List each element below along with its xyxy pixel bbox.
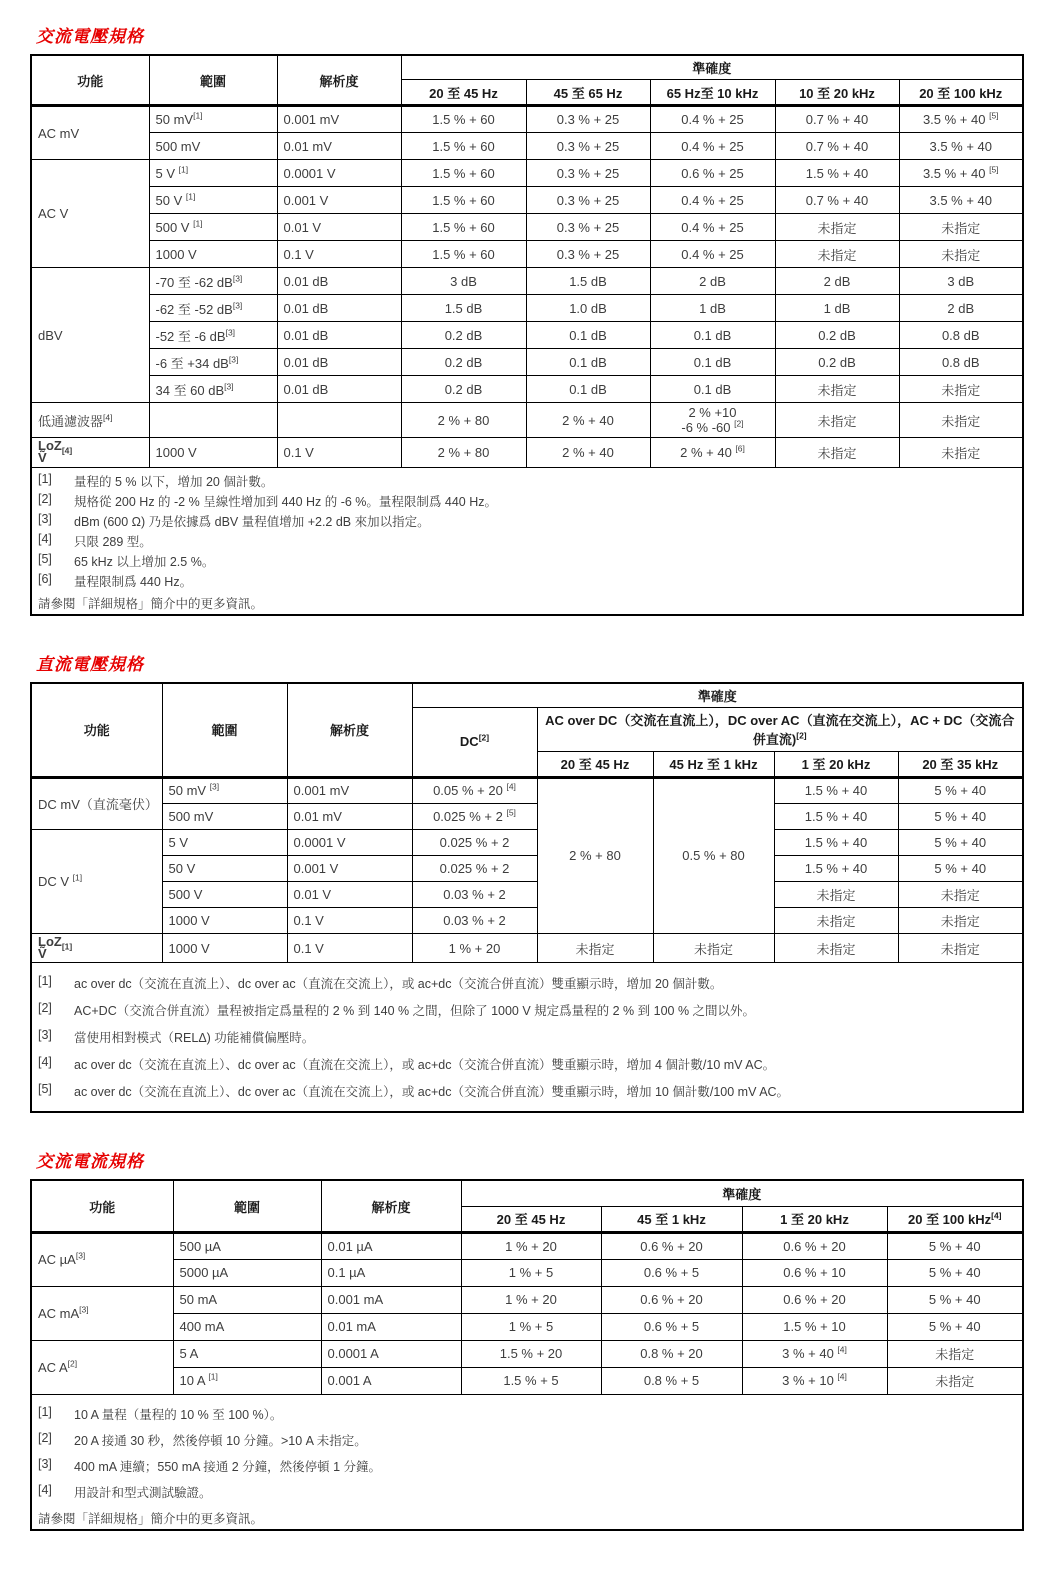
table-cell: 0.025 % + 2 — [412, 855, 537, 881]
table-cell: 5 % + 40 — [887, 1259, 1023, 1286]
table-cell: 0.8 % + 5 — [601, 1367, 742, 1394]
table-cell: 未指定 — [775, 214, 899, 241]
footnote-number: [3] — [38, 511, 52, 526]
table-cell: 未指定 — [774, 881, 898, 907]
table-cell: 0.01 dB — [277, 376, 401, 403]
footnote-text: 規格從 200 Hz 的 -2 % 呈線性增加到 440 Hz 的 -6 %。量程限制爲 440 Hz。 — [74, 494, 498, 509]
table-cell: 0.1 V — [277, 438, 401, 468]
footnote-number: [1] — [38, 974, 52, 989]
table-cell: 0.01 mA — [321, 1313, 461, 1340]
table-cell: 1000 V — [162, 907, 287, 933]
footnote-number: [4] — [38, 531, 52, 546]
footnote — [38, 492, 1016, 510]
table-cell: 1 % + 20 — [461, 1286, 601, 1313]
table-cell: LoZ$_{[4]}$ Ṽ — [31, 438, 149, 468]
column-header: 20 至 100 kHz — [899, 80, 1023, 106]
section-ac-voltage — [30, 22, 1022, 616]
column-header: 範圍 — [162, 683, 287, 778]
table-cell: 500 mV — [149, 133, 277, 160]
table-cell: 3 dB — [899, 268, 1023, 295]
table-cell: 0.2 dB — [775, 349, 899, 376]
footnote-text: dBm (600 Ω) 乃是依據爲 dBV 量程值增加 +2.2 dB 來加以指定。 — [74, 514, 430, 529]
column-header: 20 至 45 Hz — [461, 1206, 601, 1232]
table-cell: 500 V [1] — [149, 214, 277, 241]
table-cell: 0.01 V — [277, 214, 401, 241]
table-cell: 5 % + 40 — [887, 1232, 1023, 1259]
footnote-number: [3] — [38, 1028, 52, 1043]
table-cell: DC mV（直流毫伏） — [31, 777, 162, 829]
table-cell: 1.5 % + 60 — [401, 214, 526, 241]
footnote — [38, 472, 1016, 490]
table-cell: 2 dB — [899, 295, 1023, 322]
table-cell: 0.001 mV — [277, 106, 401, 133]
table-cell: 1.5 dB — [401, 295, 526, 322]
footnote-text: 用設計和型式測試驗證。 — [74, 1485, 212, 1500]
column-header: 20 至 35 kHz — [898, 751, 1023, 777]
column-header: 功能 — [31, 1180, 173, 1232]
table-cell: 0.001 V — [287, 855, 412, 881]
table-cell: 0.025 % + 2 — [412, 829, 537, 855]
table-cell: 1.5 % + 60 — [401, 187, 526, 214]
table-cell: 未指定 — [537, 933, 653, 963]
table-cell: 0.6 % + 20 — [601, 1232, 742, 1259]
table-cell: 0.7 % + 40 — [775, 133, 899, 160]
table-cell: 3 % + 10 [4] — [742, 1367, 887, 1394]
footnote-text: 400 mA 連續；550 mA 接通 2 分鐘，然後停頓 1 分鐘。 — [74, 1459, 382, 1474]
table-cell: 未指定 — [774, 907, 898, 933]
table-cell: 0.01 dB — [277, 295, 401, 322]
footnote — [38, 1405, 1016, 1423]
section-title-dc-voltage: 直流電壓規格 — [36, 654, 144, 674]
column-header: 解析度 — [287, 683, 412, 778]
footnote — [38, 532, 1016, 550]
table-cell: 1.5 % + 40 — [774, 777, 898, 803]
table-cell: 未指定 — [898, 881, 1023, 907]
column-header: 功能 — [31, 55, 149, 106]
table-cell: 3.5 % + 40 [5] — [899, 160, 1023, 187]
table-cell: 0.01 dB — [277, 268, 401, 295]
table-cell: 1.5 dB — [526, 268, 650, 295]
table-cell — [149, 403, 277, 438]
table-cell: dBV — [31, 268, 149, 403]
table-cell: 0.001 mA — [321, 1286, 461, 1313]
section-title-ac-voltage: 交流電壓規格 — [36, 27, 144, 46]
column-header: 45 至 65 Hz — [526, 80, 650, 106]
table-cell: 0.001 mV — [287, 777, 412, 803]
table-cell: 0.1 dB — [650, 322, 775, 349]
footnote-number: [1] — [38, 1404, 52, 1419]
more-info-note: 請參閱「詳細規格」簡介中的更多資訊。 — [38, 596, 264, 611]
table-cell: 0.6 % + 10 — [742, 1259, 887, 1286]
footnote — [38, 512, 1016, 530]
table-cell: 0.1 dB — [526, 376, 650, 403]
table-cell: 50 mA — [173, 1286, 321, 1313]
table-cell: 2 % + 40 — [526, 438, 650, 468]
table-cell: AC mV — [31, 106, 149, 160]
table-cell: 3.5 % + 40 — [899, 133, 1023, 160]
column-header: 1 至 20 kHz — [774, 751, 898, 777]
table-cell: 0.01 V — [287, 881, 412, 907]
column-header: 準確度 — [461, 1180, 1023, 1206]
table-cell: 未指定 — [653, 933, 774, 963]
table-cell: 400 mA — [173, 1313, 321, 1340]
table-cell: 2 % + 80 — [401, 403, 526, 438]
footnote-number: [6] — [38, 571, 52, 586]
footnote — [38, 552, 1016, 570]
table-cell: 0.4 % + 25 — [650, 106, 775, 133]
table-cell: -70 至 -62 dB[3] — [149, 268, 277, 295]
table-cell: 1.5 % + 10 — [742, 1313, 887, 1340]
column-header: 範圍 — [149, 55, 277, 106]
footnote-text: 只限 289 型。 — [74, 534, 152, 549]
table-cell: 0.3 % + 25 — [526, 133, 650, 160]
table-cell: 3.5 % + 40 [5] — [899, 106, 1023, 133]
table-cell: 0.2 dB — [401, 376, 526, 403]
column-header: AC over DC（交流在直流上），DC over AC（直流在交流上），AC + DC（交流合併直流)[2] — [537, 707, 1023, 751]
table-cell: 0.2 dB — [401, 322, 526, 349]
table-cell: 0.1 µA — [321, 1259, 461, 1286]
column-header: 20 至 100 kHz[4] — [887, 1206, 1023, 1232]
table-cell: 1.5 % + 40 — [775, 160, 899, 187]
table-cell: 0.03 % + 2 — [412, 907, 537, 933]
table-cell: 5 % + 40 — [898, 777, 1023, 803]
table-cell: 未指定 — [775, 241, 899, 268]
table-cell: 0.4 % + 25 — [650, 241, 775, 268]
table-cell: 0.1 dB — [650, 349, 775, 376]
footnote — [38, 1457, 1016, 1475]
table-cell: 0.01 µA — [321, 1232, 461, 1259]
column-header: 1 至 20 kHz — [742, 1206, 887, 1232]
table-cell: 0.6 % + 20 — [742, 1286, 887, 1313]
table-cell: 0.3 % + 25 — [526, 106, 650, 133]
table-cell: DC V [1] — [31, 829, 162, 933]
table-cell: 0.3 % + 25 — [526, 241, 650, 268]
footnote-number: [4] — [38, 1055, 52, 1070]
table-cell: 1 % + 20 — [412, 933, 537, 963]
footnote — [38, 1082, 1016, 1100]
table-cell: 0.1 dB — [526, 349, 650, 376]
table-cell: 0.6 % + 25 — [650, 160, 775, 187]
footnote-text: 當使用相對模式（RELΔ) 功能補償偏壓時。 — [74, 1031, 315, 1046]
table-cell: 5 % + 40 — [898, 829, 1023, 855]
column-header: 範圍 — [173, 1180, 321, 1232]
table-cell: 5 V — [162, 829, 287, 855]
column-header: 解析度 — [277, 55, 401, 106]
table-cell: 5 V [1] — [149, 160, 277, 187]
footnote-block — [31, 1394, 1023, 1530]
footnote-text: ac over dc（交流在直流上）、dc over ac（直流在交流上），或 ac+dc（交流合併直流）雙重顯示時，增加 10 個計數/100 mV AC。 — [74, 1085, 790, 1100]
table-cell: AC µA[3] — [31, 1232, 173, 1286]
table-cell: 0.4 % + 25 — [650, 133, 775, 160]
table-cell: 0.01 mV — [287, 803, 412, 829]
table-cell: 0.6 % + 5 — [601, 1313, 742, 1340]
footnote — [38, 1055, 1016, 1073]
footnote-text: 10 A 量程（量程的 10 % 至 100 %）。 — [74, 1407, 283, 1422]
table-cell: 0.4 % + 25 — [650, 214, 775, 241]
table-cell: 500 µA — [173, 1232, 321, 1259]
footnote — [38, 1028, 1016, 1046]
table-cell: AC mA[3] — [31, 1286, 173, 1340]
footnote-text: 量程限制爲 440 Hz。 — [74, 574, 193, 589]
column-header: 解析度 — [321, 1180, 461, 1232]
table-cell: 0.3 % + 25 — [526, 214, 650, 241]
footnote — [38, 974, 1016, 992]
table-cell: 未指定 — [887, 1340, 1023, 1367]
column-header: 功能 — [31, 683, 162, 778]
table-cell: 1.5 % + 40 — [774, 855, 898, 881]
table-cell: 未指定 — [774, 933, 898, 963]
footnote-number: [5] — [38, 551, 52, 566]
table-cell: 0.01 mV — [277, 133, 401, 160]
table-cell — [277, 403, 401, 438]
dc-voltage-spec-table — [30, 682, 1024, 1114]
table-cell: 0.3 % + 25 — [526, 160, 650, 187]
table-cell: 未指定 — [899, 438, 1023, 468]
table-cell: 未指定 — [899, 214, 1023, 241]
table-cell: -52 至 -6 dB[3] — [149, 322, 277, 349]
table-cell: 0.2 dB — [401, 349, 526, 376]
table-cell: 0.0001 V — [287, 829, 412, 855]
table-cell: 0.1 dB — [650, 376, 775, 403]
table-cell: 0.5 % + 80 — [653, 777, 774, 933]
table-cell: 0.05 % + 20 [4] — [412, 777, 537, 803]
table-cell: 1.5 % + 60 — [401, 106, 526, 133]
section-ac-current — [30, 1147, 1022, 1531]
table-cell: 2 % + 40 — [526, 403, 650, 438]
table-cell: 0.7 % + 40 — [775, 106, 899, 133]
footnote-number: [2] — [38, 491, 52, 506]
table-cell: 1000 V — [149, 438, 277, 468]
column-header: 20 至 45 Hz — [401, 80, 526, 106]
table-cell: 0.0001 A — [321, 1340, 461, 1367]
table-cell: 50 V — [162, 855, 287, 881]
table-cell: 0.6 % + 20 — [742, 1232, 887, 1259]
column-header: 準確度 — [401, 55, 1023, 80]
footnote-text: ac over dc（交流在直流上）、dc over ac（直流在交流上），或 ac+dc（交流合併直流）雙重顯示時，增加 20 個計數。 — [74, 977, 723, 992]
table-cell: LoZ$_{[1]}$ Ṽ — [31, 933, 162, 963]
table-cell: 0.1 dB — [526, 322, 650, 349]
table-cell: 0.7 % + 40 — [775, 187, 899, 214]
table-cell: 1 % + 20 — [461, 1232, 601, 1259]
table-cell: 5 % + 40 — [898, 855, 1023, 881]
table-cell: 0.8 % + 20 — [601, 1340, 742, 1367]
table-cell: 1.0 dB — [526, 295, 650, 322]
table-cell: 50 mV[1] — [149, 106, 277, 133]
table-cell: 1.5 % + 5 — [461, 1367, 601, 1394]
table-cell: 0.3 % + 25 — [526, 187, 650, 214]
footnote-number: [2] — [38, 1430, 52, 1445]
table-cell: 3 dB — [401, 268, 526, 295]
table-cell: 1 % + 5 — [461, 1259, 601, 1286]
column-header: 65 Hz至 10 kHz — [650, 80, 775, 106]
table-cell: 0.6 % + 5 — [601, 1259, 742, 1286]
table-cell: 0.025 % + 2 [5] — [412, 803, 537, 829]
table-cell: 0.01 dB — [277, 349, 401, 376]
table-cell: 0.8 dB — [899, 349, 1023, 376]
table-cell: 0.001 V — [277, 187, 401, 214]
footnote — [38, 572, 1016, 590]
table-cell: 0.6 % + 20 — [601, 1286, 742, 1313]
table-cell: 5 % + 40 — [898, 803, 1023, 829]
more-info-note: 請參閱「詳細規格」簡介中的更多資訊。 — [38, 1511, 264, 1526]
table-cell: 50 V [1] — [149, 187, 277, 214]
table-cell: 0.2 dB — [775, 322, 899, 349]
table-cell: 0.8 dB — [899, 322, 1023, 349]
table-cell: 1.5 % + 60 — [401, 133, 526, 160]
column-header: 45 Hz 至 1 kHz — [653, 751, 774, 777]
table-cell: 2 % + 80 — [401, 438, 526, 468]
table-cell: 未指定 — [775, 403, 899, 438]
table-cell: -62 至 -52 dB[3] — [149, 295, 277, 322]
table-cell: 0.03 % + 2 — [412, 881, 537, 907]
table-cell: 未指定 — [899, 241, 1023, 268]
table-cell: 未指定 — [898, 933, 1023, 963]
ac-voltage-spec-table — [30, 54, 1024, 616]
footnote-text: AC+DC（交流合併直流）量程被指定爲量程的 2 % 到 140 % 之間，但除了 1000 V 規定爲量程的 2 % 到 100 % 之間以外。 — [74, 1004, 756, 1019]
footnote-text: ac over dc（交流在直流上）、dc over ac（直流在交流上），或 ac+dc（交流合併直流）雙重顯示時，增加 4 個計數/10 mV AC。 — [74, 1058, 776, 1073]
footnote — [38, 1431, 1016, 1449]
table-cell: 34 至 60 dB[3] — [149, 376, 277, 403]
table-cell: 500 V — [162, 881, 287, 907]
table-cell: 0.0001 V — [277, 160, 401, 187]
column-header: 10 至 20 kHz — [775, 80, 899, 106]
column-header: DC[2] — [412, 707, 537, 777]
table-cell: 未指定 — [899, 403, 1023, 438]
table-cell: 1 dB — [775, 295, 899, 322]
footnote — [38, 1483, 1016, 1501]
table-cell: -6 至 +34 dB[3] — [149, 349, 277, 376]
table-cell: 未指定 — [899, 376, 1023, 403]
table-cell: AC A[2] — [31, 1340, 173, 1394]
table-cell: 2 dB — [775, 268, 899, 295]
footnote-text: 65 kHz 以上增加 2.5 %。 — [74, 554, 215, 569]
table-cell: 5 % + 40 — [887, 1286, 1023, 1313]
table-cell: 0.001 A — [321, 1367, 461, 1394]
table-cell: 1 % + 5 — [461, 1313, 601, 1340]
table-cell: 3.5 % + 40 — [899, 187, 1023, 214]
table-cell: AC V — [31, 160, 149, 268]
column-header: 準確度 — [412, 683, 1023, 708]
footnote-text: 量程的 5 % 以下，增加 20 個計數。 — [74, 474, 274, 489]
column-header: 20 至 45 Hz — [537, 751, 653, 777]
footnote-number: [3] — [38, 1456, 52, 1471]
table-cell: 未指定 — [898, 907, 1023, 933]
table-cell: 0.4 % + 25 — [650, 187, 775, 214]
table-cell: 5 A — [173, 1340, 321, 1367]
table-cell: 500 mV — [162, 803, 287, 829]
section-dc-voltage — [30, 650, 1022, 1114]
footnote-number: [4] — [38, 1482, 52, 1497]
ac-current-spec-table — [30, 1179, 1024, 1531]
footnote-text: 20 A 接通 30 秒，然後停頓 10 分鐘。>10 A 未指定。 — [74, 1433, 367, 1448]
table-cell: 5000 µA — [173, 1259, 321, 1286]
table-cell: 0.1 V — [287, 933, 412, 963]
footnote-number: [2] — [38, 1001, 52, 1016]
table-cell: 1.5 % + 20 — [461, 1340, 601, 1367]
table-cell: 未指定 — [775, 376, 899, 403]
table-cell: 1 dB — [650, 295, 775, 322]
footnote — [38, 1001, 1016, 1019]
table-cell: 1.5 % + 40 — [774, 829, 898, 855]
table-cell: 0.01 dB — [277, 322, 401, 349]
table-cell: 10 A [1] — [173, 1367, 321, 1394]
footnote-number: [1] — [38, 471, 52, 486]
table-cell: 低通濾波器[4] — [31, 403, 149, 438]
table-cell: 2 % + 40 [6] — [650, 438, 775, 468]
table-cell: 1.5 % + 60 — [401, 160, 526, 187]
column-header: 45 至 1 kHz — [601, 1206, 742, 1232]
table-cell: 2 % + 80 — [537, 777, 653, 933]
table-cell: 2 dB — [650, 268, 775, 295]
section-title-ac-current: 交流電流規格 — [36, 1152, 144, 1172]
table-cell: 未指定 — [887, 1367, 1023, 1394]
table-cell: 3 % + 40 [4] — [742, 1340, 887, 1367]
table-cell: 5 % + 40 — [887, 1313, 1023, 1340]
table-cell: 2 % +10 -6 % -60 [2] — [650, 403, 775, 438]
footnote-number: [5] — [38, 1082, 52, 1097]
table-cell: 1000 V — [162, 933, 287, 963]
table-cell: 未指定 — [775, 438, 899, 468]
table-cell: 1.5 % + 40 — [774, 803, 898, 829]
footnote-block — [31, 467, 1023, 615]
table-cell: 1.5 % + 60 — [401, 241, 526, 268]
table-cell: 50 mV [3] — [162, 777, 287, 803]
table-cell: 0.1 V — [287, 907, 412, 933]
table-cell: 1000 V — [149, 241, 277, 268]
table-cell: 0.1 V — [277, 241, 401, 268]
footnote-block — [31, 963, 1023, 1113]
